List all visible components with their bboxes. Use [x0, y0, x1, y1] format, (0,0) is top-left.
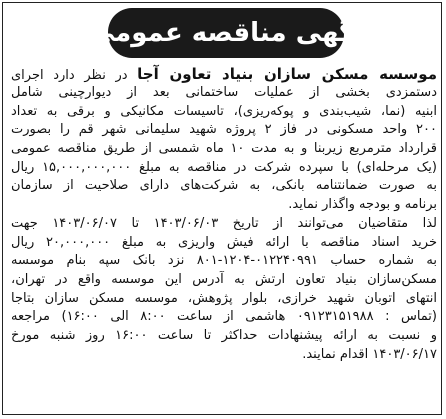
paragraph1-line: برنامه و بودجه واگذار نماید. — [288, 197, 437, 213]
organization-name: موسسه مسکن سازان بنیاد تعاون آجا — [137, 65, 437, 83]
intro-text: در نظر دارد اجرای — [11, 68, 138, 83]
title-banner — [88, 8, 364, 58]
paragraph1-line: ابنیه (نما، شیب‌بندی و پوکه‌ریزی)، تاسیسات مکانیکی و برقی به تعداد — [11, 103, 437, 119]
paragraph2-line: خرید اسناد مناقصه با ارائه فیش واریزی به مبلغ ۲۰,۰۰۰,۰۰۰ ریال — [11, 234, 437, 250]
paragraph2-line: و نسبت به ارائه پیشنهادات حداکثر تا ساعت ۱۶:۰۰ روز شنبه مورخ — [11, 327, 437, 343]
paragraph2-line: به شماره حساب ۰۱۲۲۴۰۹۹۱-۱۲۰۴-۸۰۱ نزد بانک سپه بنام موسسه — [11, 253, 437, 269]
notice-frame — [2, 2, 442, 415]
paragraph2-line: مسکن‌سازان بنیاد تعاون ارتش به آدرس این موسسه واقع در تهران، — [11, 271, 437, 287]
paragraph2-line: (تماس : ۰۹۱۲۳۱۵۱۹۸۸ هاشمی از ساعت ۸:۰۰ الی ۱۶:۰۰) مراجعه — [11, 309, 437, 325]
notice-title: آگهی مناقصه عمومی — [88, 18, 364, 48]
intro-line — [11, 64, 437, 84]
paragraph2-line: انتهای اتوبان شهید خرازی، بلوار پژوهش، موسسه مسکن سازان بتاجا — [11, 290, 437, 306]
notice-body — [11, 64, 437, 364]
paragraph1-line: (یک مرحله‌ای) با سپرده شرکت در مناقصه به مبلغ ۱۵,۰۰۰,۰۰۰,۰۰۰ ریال — [11, 159, 437, 175]
paragraph1-line: به صورت ضمانتنامه بانکی، به شرکت‌های دارای صلاحیت از سازمان — [11, 178, 437, 194]
paragraph1-line: قرارداد مترمربع زیربنا و به مدت ۱۰ ماه شمسی از طریق مناقصه عمومی — [11, 141, 437, 157]
paragraph1-line: دستمزدی بخشی از عملیات ساختمانی بعد از دیوارچینی شامل — [11, 85, 437, 100]
paragraph2-line: ۱۴۰۳/۰۶/۱۷ اقدام نمایند. — [302, 346, 437, 362]
paragraph1-line: ۲۰۰ واحد مسکونی در فاز ۲ پروژه شهید سلیمانی شهر قم را بصورت — [11, 122, 437, 138]
paragraph2-line: لذا متقاضیان می‌توانند از تاریخ ۱۴۰۳/۰۶/۰۳ تا ۱۴۰۳/۰۶/۰۷ جهت — [11, 215, 437, 231]
